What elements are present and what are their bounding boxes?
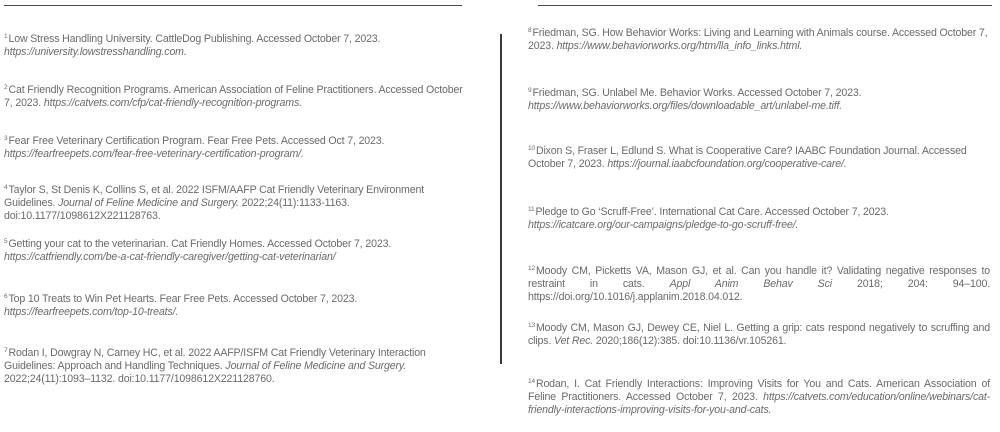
reference-url[interactable]: https://catfriendly.com/be-a-cat-friendly-caregiver/getting-cat-veterinarian/ [4, 251, 336, 263]
reference-number: 6 [4, 293, 8, 300]
reference-tail: 2018; 204: 94–100. https://doi.org/10.1016/j.applanim.2018.04.012. [528, 278, 991, 303]
reference-text: Cat Friendly Recognition Programs. American Association of Feline Practitioners. Accessed October 7, 2023. [4, 84, 463, 109]
reference-number: 13 [528, 322, 535, 329]
reference-3 [4, 135, 470, 161]
reference-number: 2 [4, 84, 8, 91]
reference-text: Moody CM, Picketts VA, Mason GJ, et al. Can you handle it? Validating negative responses to restraint in cats. [528, 265, 990, 290]
reference-journal: Appl Anim Behav Sci [669, 278, 832, 290]
reference-number: 7 [4, 347, 8, 354]
top-rule-left [4, 5, 462, 6]
reference-number: 3 [4, 135, 8, 142]
reference-url[interactable]: https://www.behaviorworks.org/htm/lla_info_links.html. [556, 40, 803, 52]
reference-url[interactable]: https://catvets.com/cfp/cat-friendly-recognition-programs. [43, 97, 302, 109]
reference-url[interactable]: https://fearfreepets.com/top-10-treats/. [4, 306, 179, 318]
reference-number: 12 [528, 265, 535, 272]
reference-url[interactable]: https://journal.iaabcfoundation.org/cooperative-care/. [607, 158, 847, 170]
reference-13 [528, 322, 990, 348]
reference-text: Moody CM, Mason GJ, Dewey CE, Niel L. Getting a grip: cats respond negatively to scruffing and clips. [528, 322, 990, 347]
reference-text: Dixon S, Fraser L, Edlund S. What is Cooperative Care? IAABC Foundation Journal. Accessed October 7, 2023. [528, 145, 967, 170]
reference-text: Taylor S, St Denis K, Collins S, et al. 2022 ISFM/AAFP Cat Friendly Veterinary Environment Guidelines. [4, 184, 424, 209]
reference-url[interactable]: https://www.behaviorworks.org/files/downloadable_art/unlabel-me.tiff. [528, 100, 843, 112]
reference-number: 5 [4, 238, 8, 245]
reference-text: Rodan, I. Cat Friendly Interactions: Improving Visits for You and Cats. American Association of Feline Practitioners. Accessed October 7, 2023. [528, 378, 990, 403]
reference-12 [528, 265, 990, 304]
reference-journal: Vet Rec. [554, 335, 594, 347]
reference-14 [528, 378, 990, 417]
reference-text: Fear Free Veterinary Certification Program. Fear Free Pets. Accessed Oct 7, 2023. [8, 135, 385, 147]
reference-5 [4, 238, 470, 264]
reference-text: Friedman, SG. Unlabel Me. Behavior Works. Accessed October 7, 2023. [532, 87, 862, 99]
reference-number: 10 [528, 145, 535, 152]
reference-url[interactable]: https://icatcare.org/our-campaigns/pledge-to-go-scruff-free/. [528, 219, 799, 231]
reference-text: Friedman, SG. How Behavior Works: Living and Learning with Animals course. Accessed October 7, 2023. [528, 27, 988, 52]
column-divider [500, 34, 502, 364]
reference-url[interactable]: https://fearfreepets.com/fear-free-veterinary-certification-program/. [4, 148, 304, 160]
reference-number: 1 [4, 33, 8, 40]
reference-1 [4, 33, 470, 59]
reference-2 [4, 84, 470, 110]
reference-number: 4 [4, 184, 8, 191]
reference-number: 11 [528, 206, 535, 213]
reference-text: Pledge to Go ‘Scruff-Free’. International Cat Care. Accessed October 7, 2023. [535, 206, 889, 218]
reference-text: Top 10 Treats to Win Pet Hearts. Fear Free Pets. Accessed October 7, 2023. [8, 293, 358, 305]
top-rule-right [538, 5, 992, 6]
reference-number: 14 [528, 378, 535, 385]
reference-text: Rodan I, Dowgray N, Carney HC, et al. 2022 AAFP/ISFM Cat Friendly Veterinary Interaction Guidelines: Approach and Handling Techniques. [4, 347, 426, 372]
reference-9 [528, 87, 990, 113]
reference-10 [528, 145, 990, 171]
reference-url[interactable]: https://catvets.com/education/online/webinars/cat-friendly-interactions-improving-visits-for-you-and-cats. [528, 391, 991, 416]
reference-url[interactable]: https://university.lowstresshandling.com. [4, 46, 187, 58]
reference-journal: Journal of Feline Medicine and Surgery. [225, 360, 407, 372]
reference-8 [528, 27, 990, 53]
reference-number: 9 [528, 87, 532, 94]
reference-number: 8 [528, 27, 532, 34]
reference-tail: 2022;24(11):1133-1163. doi:10.1177/1098612X221128763. [4, 197, 350, 222]
reference-4 [4, 184, 470, 223]
reference-7 [4, 347, 470, 386]
reference-text: Low Stress Handling University. CattleDog Publishing. Accessed October 7, 2023. [8, 33, 381, 45]
reference-tail: 2022;24(11):1093–1132. doi:10.1177/1098612X221128760. [4, 373, 275, 385]
reference-tail: 2020;186(12):385. doi:10.1136/vr.105261. [595, 335, 787, 347]
reference-text: Getting your cat to the veterinarian. Cat Friendly Homes. Accessed October 7, 2023. [8, 238, 392, 250]
reference-6 [4, 293, 470, 319]
reference-journal: Journal of Feline Medicine and Surgery. [58, 197, 239, 209]
reference-11 [528, 206, 990, 232]
